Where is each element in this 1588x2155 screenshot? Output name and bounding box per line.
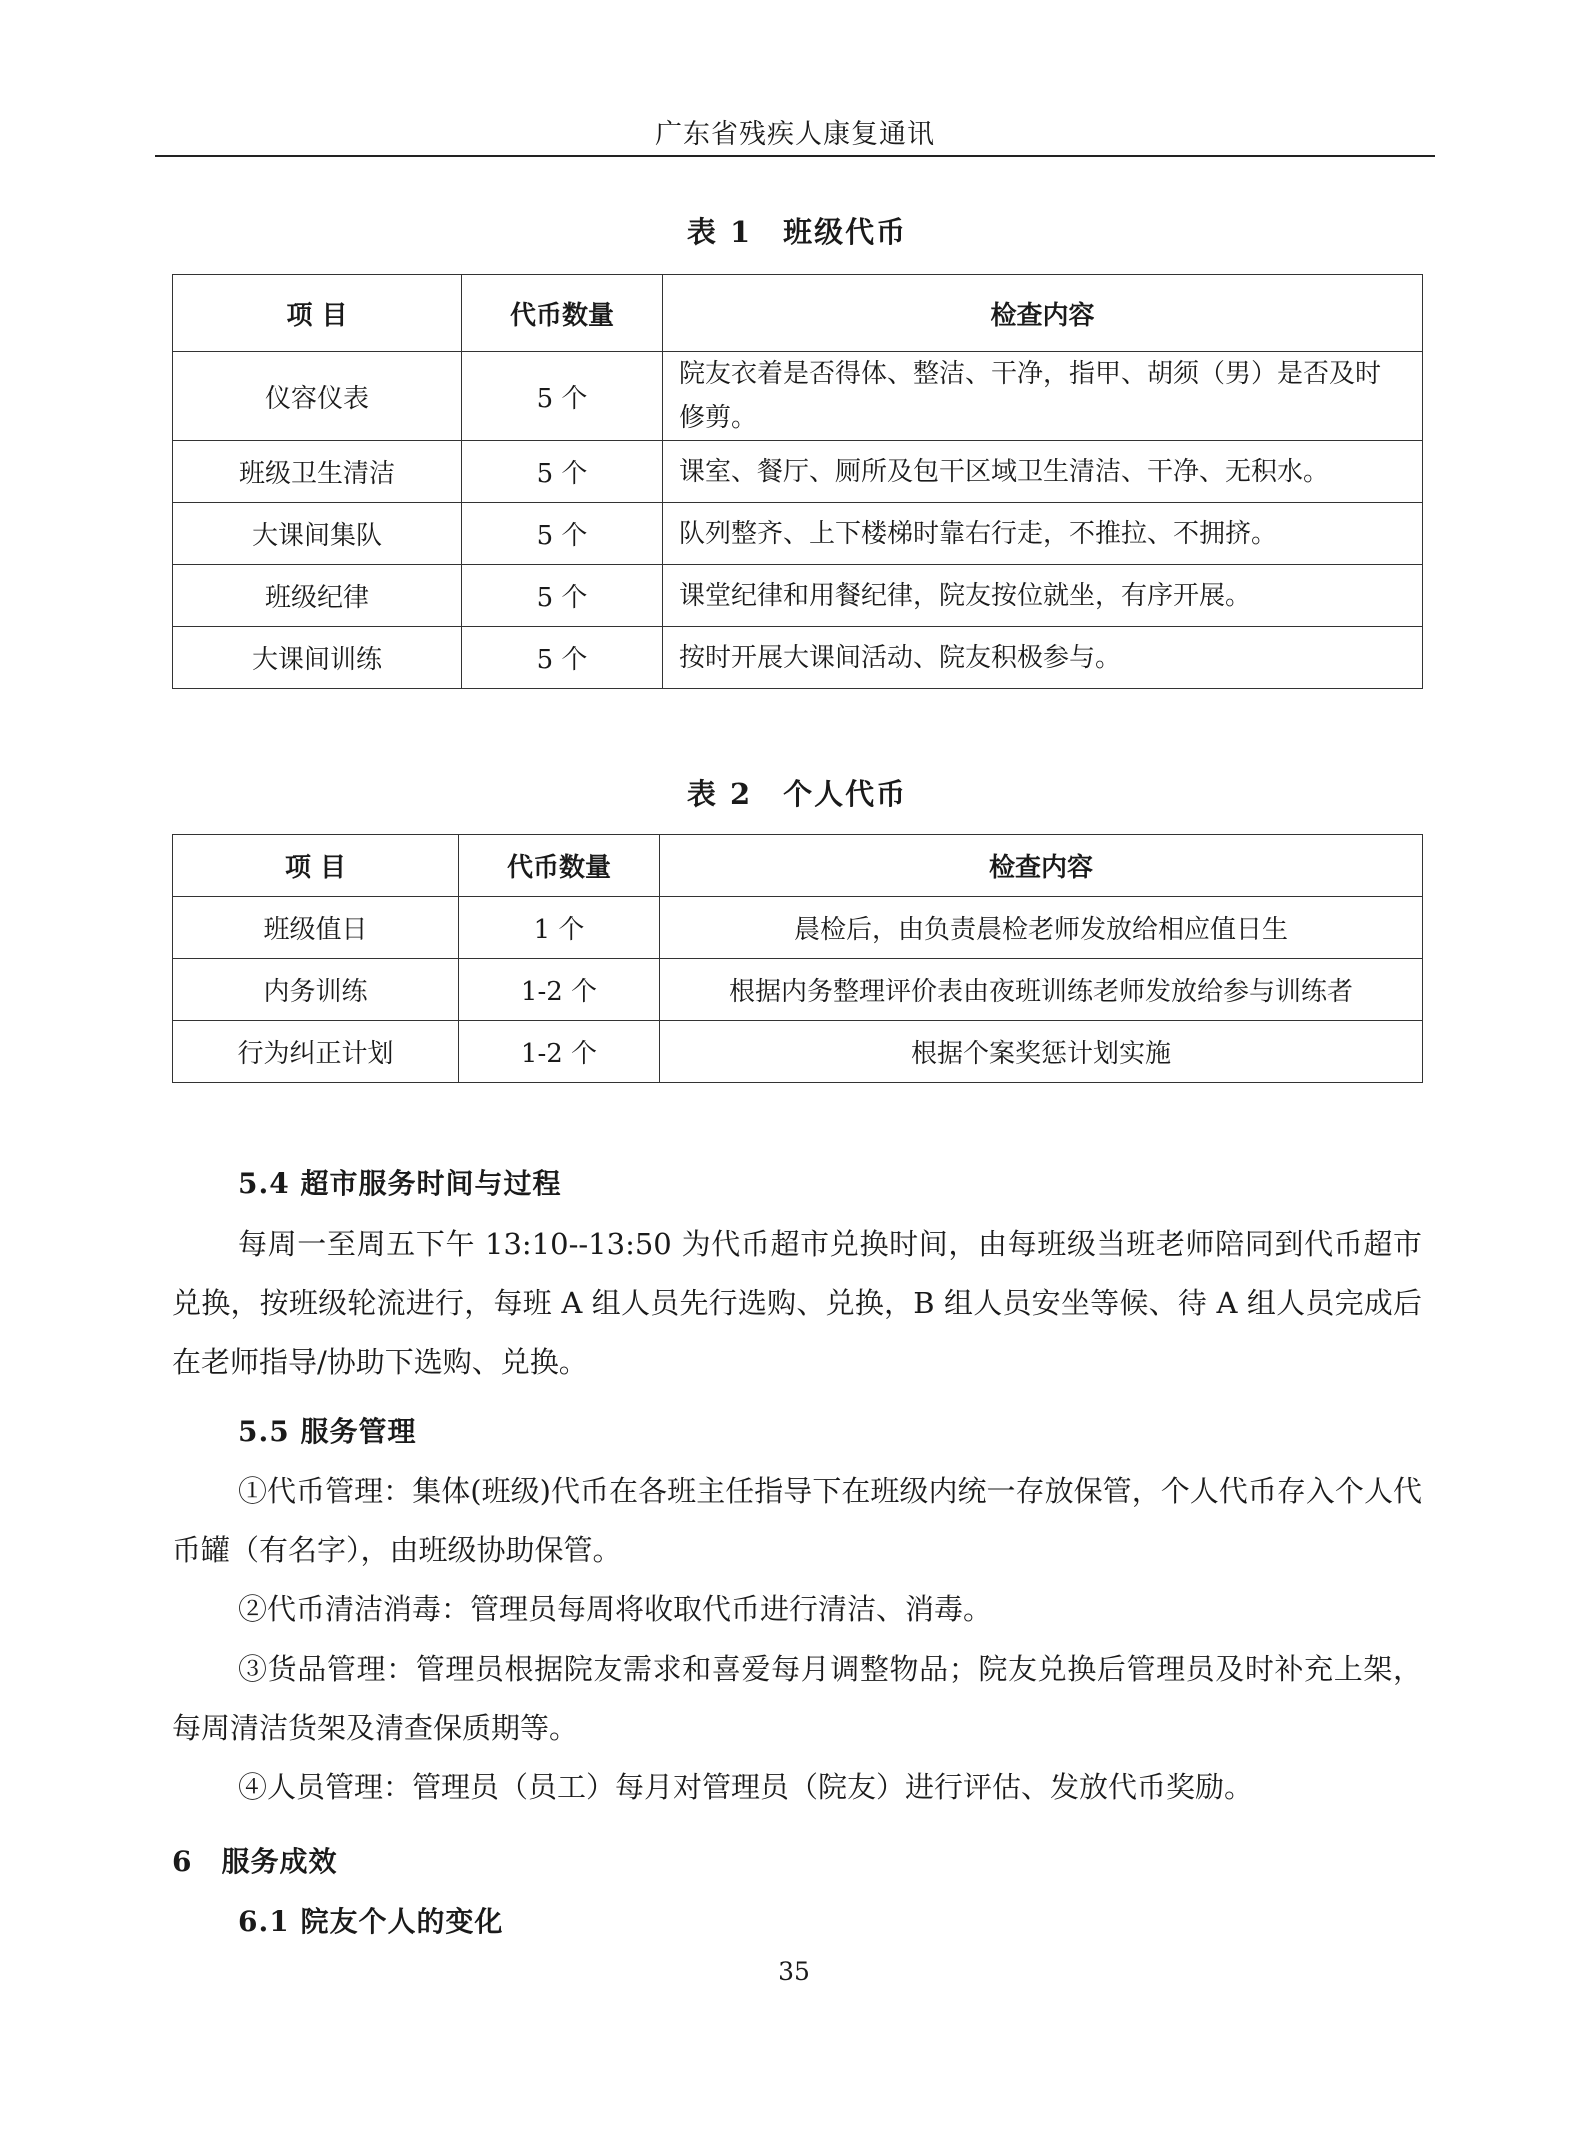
table-row — [173, 627, 1423, 689]
table-cell: 按时开展大课间活动、院友积极参与。 — [663, 627, 1423, 689]
table1-col-count: 代币数量 — [462, 275, 663, 352]
table-cell: 队列整齐、上下楼梯时靠右行走，不推拉、不拥挤。 — [663, 503, 1423, 565]
section-6-title: 6 服务成效 — [172, 1845, 338, 1878]
table2-caption: 表 2 个人代币 — [686, 777, 908, 811]
table-cell: 班级纪律 — [173, 565, 462, 627]
table-row — [173, 503, 1423, 565]
header-rule — [155, 155, 1435, 157]
table-cell: 5 个 — [462, 627, 663, 689]
section-5-5-paragraph-3: ③货品管理：管理员根据院友需求和喜爱每月调整物品；院友兑换后管理员及时补充上架，每周清洁货架及清查保质期等。 — [172, 1652, 1422, 1745]
table-cell: 1-2 个 — [459, 959, 660, 1021]
table-row — [173, 897, 1423, 959]
table-cell: 5 个 — [462, 503, 663, 565]
section-5-5-title: 5.5 服务管理 — [238, 1415, 417, 1448]
table-row — [173, 959, 1423, 1021]
table2-header-row — [173, 835, 1423, 897]
section-5-4-title: 5.4 超市服务时间与过程 — [238, 1167, 562, 1200]
table-cell: 课室、餐厅、厕所及包干区域卫生清洁、干净、无积水。 — [663, 441, 1423, 503]
table-cell: 5 个 — [462, 565, 663, 627]
table-cell: 院友衣着是否得体、整洁、干净，指甲、胡须（男）是否及时修剪。 — [663, 352, 1423, 441]
table1-header-row — [173, 275, 1423, 352]
section-5-4-paragraph: 每周一至周五下午 13:10--13:50 为代币超市兑换时间，由每班级当班老师陪同到代币超市兑换，按班级轮流进行，每班 A 组人员先行选购、兑换，B 组人员安坐等候、待 A 组人员完成后在老师指导/协助下选购、兑换。 — [172, 1227, 1422, 1379]
table1-col-content: 检查内容 — [663, 275, 1423, 352]
table-cell: 根据个案奖惩计划实施 — [660, 1021, 1423, 1083]
table2-col-content: 检查内容 — [660, 835, 1423, 897]
table-row — [173, 1021, 1423, 1083]
table-row — [173, 565, 1423, 627]
table-cell: 大课间集队 — [173, 503, 462, 565]
table-cell: 1 个 — [459, 897, 660, 959]
table-cell: 班级卫生清洁 — [173, 441, 462, 503]
table-cell: 仪容仪表 — [173, 352, 462, 441]
table-cell: 课堂纪律和用餐纪律，院友按位就坐，有序开展。 — [663, 565, 1423, 627]
table1-col-item: 项 目 — [173, 275, 462, 352]
table1 — [172, 274, 1423, 689]
table2-col-count: 代币数量 — [459, 835, 660, 897]
table-cell: 晨检后，由负责晨检老师发放给相应值日生 — [660, 897, 1423, 959]
table-cell: 班级值日 — [173, 897, 459, 959]
table-cell: 行为纠正计划 — [173, 1021, 459, 1083]
table-cell: 1-2 个 — [459, 1021, 660, 1083]
table-row — [173, 441, 1423, 503]
table-cell: 根据内务整理评价表由夜班训练老师发放给参与训练者 — [660, 959, 1423, 1021]
section-5-5-paragraph-1: ①代币管理：集体(班级)代币在各班主任指导下在班级内统一存放保管，个人代币存入个人代币罐（有名字），由班级协助保管。 — [172, 1474, 1422, 1567]
section-5-5-paragraph-2: ②代币清洁消毒：管理员每周将收取代币进行清洁、消毒。 — [238, 1592, 993, 1626]
page-number: 35 — [778, 1957, 810, 1986]
section-6-1-title: 6.1 院友个人的变化 — [238, 1905, 504, 1938]
table-cell: 5 个 — [462, 352, 663, 441]
table1-caption: 表 1 班级代币 — [686, 215, 908, 249]
table2 — [172, 834, 1423, 1083]
table-cell: 5 个 — [462, 441, 663, 503]
table-row — [173, 352, 1423, 441]
table-cell: 大课间训练 — [173, 627, 462, 689]
table2-col-item: 项 目 — [173, 835, 459, 897]
running-header: 广东省残疾人康复通讯 — [655, 119, 935, 150]
table-cell: 内务训练 — [173, 959, 459, 1021]
section-5-5-paragraph-4: ④人员管理：管理员（员工）每月对管理员（院友）进行评估、发放代币奖励。 — [238, 1770, 1254, 1804]
